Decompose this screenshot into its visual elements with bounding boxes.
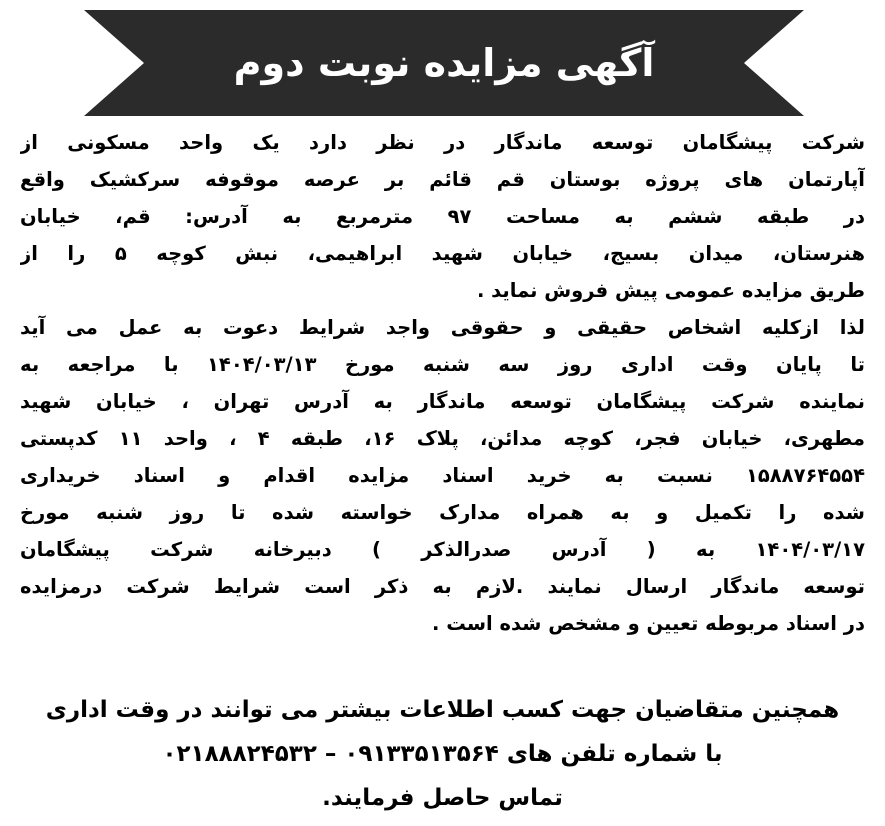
body-line: نماینده شرکت پیشگامان توسعه ماندگار به آدرس تهران ، خیابان شهید bbox=[20, 390, 865, 413]
body-line: تا پایان وقت اداری روز سه شنبه مورخ ۱۴۰۴/۰۳/۱۳ با مراجعه به bbox=[20, 353, 865, 376]
body-line: در اسناد مربوطه تعیین و مشخص شده است . bbox=[432, 612, 865, 635]
notice-title: آگهی مزایده نوبت دوم bbox=[233, 41, 655, 85]
contact-phone-line: با شماره تلفن های ۰۹۱۳۳۵۱۳۵۶۴ – ۰۲۱۸۸۸۲۴۵۳۲ bbox=[162, 741, 723, 767]
body-line: ۱۵۸۸۷۶۴۵۵۴ نسبت به خرید اسناد مزایده اقدام و اسناد خریداری bbox=[20, 464, 865, 487]
header-banner bbox=[84, 10, 804, 116]
body-line: ۱۴۰۴/۰۳/۱۷ به ( آدرس صدرالذکر ) دبیرخانه شرکت پیشگامان bbox=[20, 538, 865, 561]
body-line: در طبقه ششم به مساحت ۹۷ مترمربع به آدرس: قم، خیابان bbox=[20, 205, 865, 228]
body-line: هنرستان، میدان بسیج، خیابان شهید ابراهیمی، نبش کوچه ۵ را از bbox=[20, 242, 865, 265]
body-line: توسعه ماندگار ارسال نمایند .لازم به ذکر است شرایط شرکت درمزایده bbox=[20, 575, 865, 598]
body-line: لذا ازکلیه اشخاص حقیقی و حقوقی واجد شرایط دعوت به عمل می آید bbox=[20, 316, 865, 339]
contact-line: تماس حاصل فرمایند. bbox=[322, 785, 563, 811]
body-line: مطهری، خیابان فجر، کوچه مدائن، پلاک ۱۶، طبقه ۴ ، واحد ۱۱ کدپستی bbox=[20, 427, 865, 450]
contact-line: همچنین متقاضیان جهت کسب اطلاعات بیشتر می توانند در وقت اداری bbox=[45, 697, 840, 723]
notice-body bbox=[20, 124, 865, 642]
body-line: شده را تکمیل و به همراه مدارک خواسته شده تا روز شنبه مورخ bbox=[20, 501, 865, 524]
contact-info bbox=[20, 688, 865, 820]
body-line: طریق مزایده عمومی پیش فروش نماید . bbox=[476, 279, 865, 302]
body-line: شرکت پیشگامان توسعه ماندگار در نظر دارد یک واحد مسکونی از bbox=[20, 131, 865, 154]
body-line: آپارتمان های پروژه بوستان قم قائم بر عرصه موقوفه سرکشیک واقع bbox=[20, 168, 865, 191]
